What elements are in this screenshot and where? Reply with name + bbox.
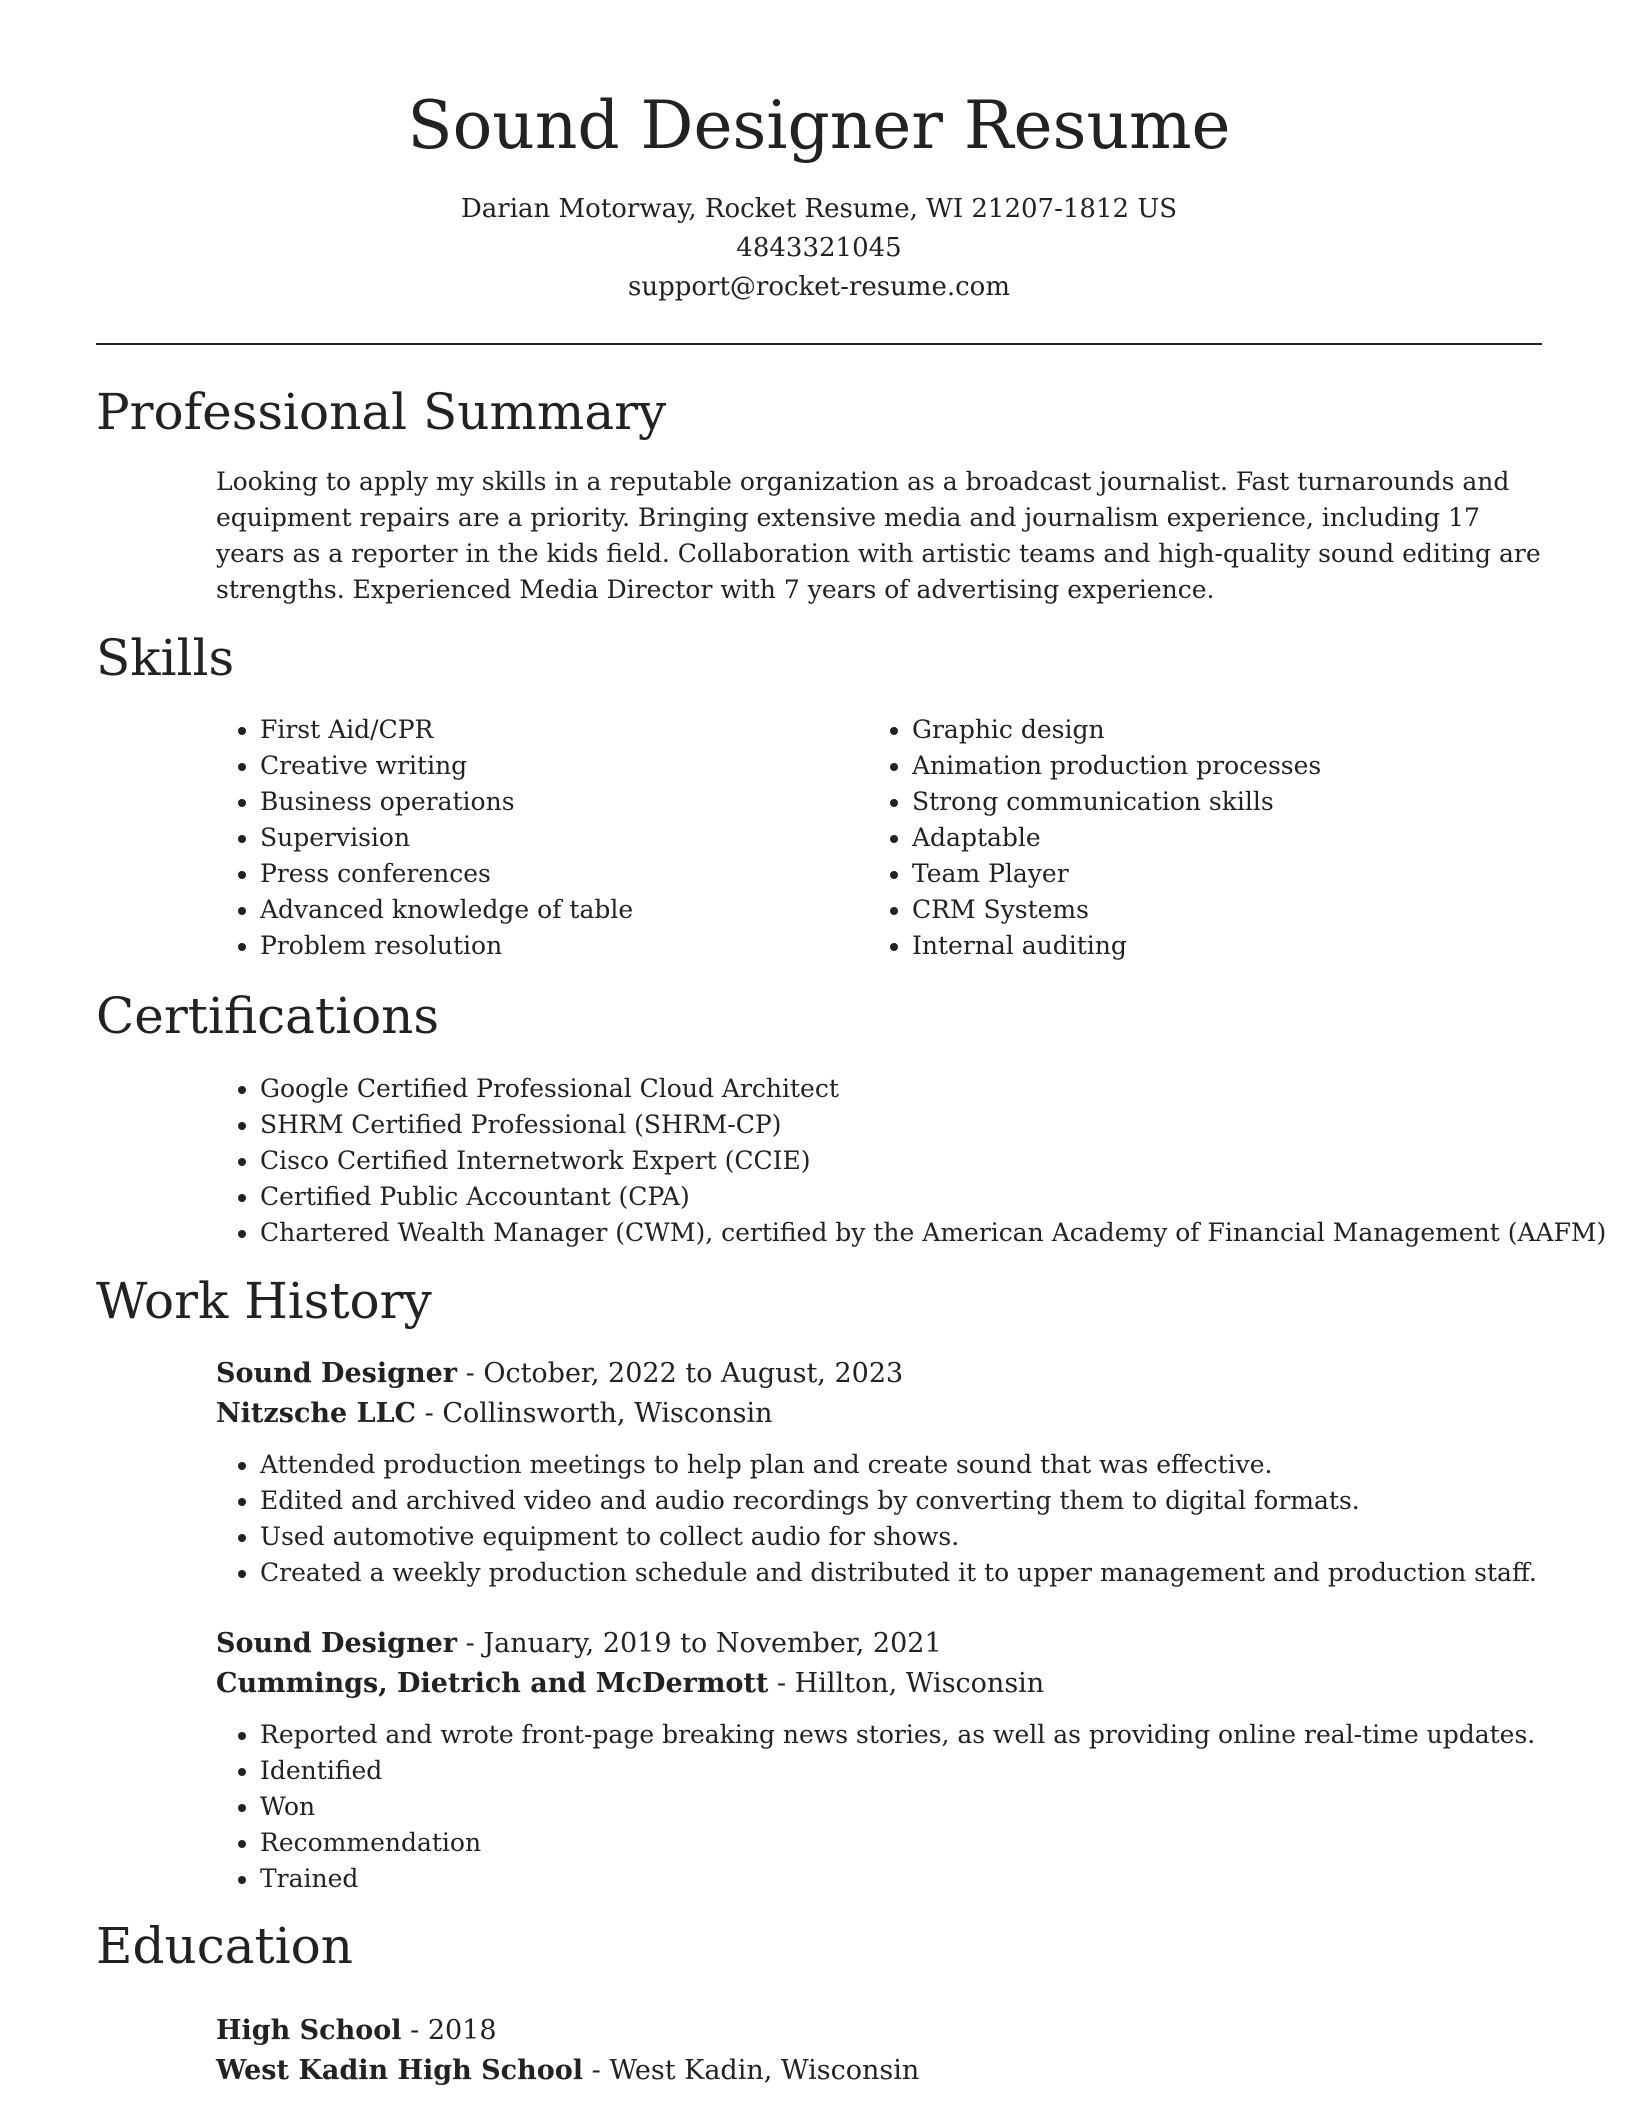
job-dates: January, 2019 to November, 2021 (483, 1628, 942, 1659)
certifications-heading: Certifications (96, 987, 440, 1045)
skill-item: • First Aid/CPR (260, 712, 836, 748)
separator: - (583, 2055, 610, 2086)
skill-item: • Animation production processes (912, 748, 1488, 784)
job-duty: • Identified (260, 1753, 1542, 1789)
job-title: Sound Designer (216, 1358, 458, 1389)
job-title-line (216, 1354, 1542, 1394)
job-duty: • Used automotive equipment to collect audio for shows. (260, 1519, 1542, 1555)
job-duties-list (216, 1447, 1542, 1591)
skills-column-1 (216, 712, 836, 964)
separator: - (401, 2015, 428, 2046)
skills-heading: Skills (96, 629, 235, 687)
job-duty: • Trained (260, 1861, 1542, 1897)
job-entry (216, 1354, 1542, 1591)
job-location: Collinsworth, Wisconsin (442, 1398, 773, 1429)
skill-item: • Adaptable (912, 820, 1488, 856)
job-duty: • Recommendation (260, 1825, 1542, 1861)
skill-item: • Strong communication skills (912, 784, 1488, 820)
skills-column-2 (868, 712, 1488, 964)
job-duty: • Won (260, 1789, 1542, 1825)
certification-item: • Google Certified Professional Cloud Architect (260, 1071, 1542, 1107)
skill-item: • Creative writing (260, 748, 836, 784)
skills-list-1 (216, 712, 836, 964)
job-company-line (216, 1394, 1542, 1434)
job-company-line (216, 1664, 1542, 1704)
separator: - (768, 1668, 795, 1699)
job-duty: • Edited and archived video and audio recordings by converting them to digital formats. (260, 1483, 1542, 1519)
job-duty: • Reported and wrote front-page breaking news stories, as well as providing online real-time updates. (260, 1717, 1542, 1753)
skills-list-2 (868, 712, 1488, 964)
certification-item: • Cisco Certified Internetwork Expert (CCIE) (260, 1143, 1542, 1179)
certification-item: • Chartered Wealth Manager (CWM), certified by the American Academy of Financial Management (AAFM) (260, 1215, 1542, 1251)
contact-phone: 4843321045 (736, 233, 902, 263)
certifications-block (216, 1071, 1607, 1251)
certification-item: • Certified Public Accountant (CPA) (260, 1179, 1542, 1215)
skill-item: • Business operations (260, 784, 836, 820)
job-entry (216, 1624, 1542, 1897)
skill-item: • Problem resolution (260, 928, 836, 964)
job-dates: October, 2022 to August, 2023 (483, 1358, 904, 1389)
skill-item: • Internal auditing (912, 928, 1488, 964)
summary-text: Looking to apply my skills in a reputable organization as a broadcast journalist. Fast turnarounds and equipment repairs are a priority. Bringing extensive media and journalism experience, including 17 years as a reporter in the kids field. Collaboration with artistic teams and high-quality sound editing are strengths. Experienced Media Director with 7 years of advertising experience. (216, 467, 1541, 604)
header-divider (96, 343, 1542, 345)
contact-info (96, 190, 1542, 307)
job-title-line (216, 1624, 1542, 1664)
education-degree-line (216, 2011, 1542, 2051)
job-title: Sound Designer (216, 1628, 458, 1659)
skill-item: • Advanced knowledge of table (260, 892, 836, 928)
skill-item: • Team Player (912, 856, 1488, 892)
education-location: West Kadin, Wisconsin (609, 2055, 920, 2086)
job-duties-list (216, 1717, 1542, 1897)
skill-item: • Graphic design (912, 712, 1488, 748)
certifications-list (216, 1071, 1607, 1251)
education-degree: High School (216, 2015, 402, 2046)
certification-item: • SHRM Certified Professional (SHRM-CP) (260, 1107, 1542, 1143)
separator: - (457, 1358, 484, 1389)
resume-title: Sound Designer Resume (407, 87, 1231, 164)
skill-item: • Press conferences (260, 856, 836, 892)
skill-item: • CRM Systems (912, 892, 1488, 928)
contact-email: support@rocket-resume.com (627, 272, 1010, 302)
separator: - (416, 1398, 443, 1429)
work-history-heading: Work History (96, 1272, 432, 1330)
education-entry (216, 2011, 1542, 2091)
job-company: Nitzsche LLC (216, 1398, 417, 1429)
skill-item: • Supervision (260, 820, 836, 856)
contact-address: Darian Motorway, Rocket Resume, WI 21207-1812 US (460, 194, 1178, 224)
education-heading: Education (96, 1917, 353, 1975)
education-school-line (216, 2051, 1542, 2091)
education-year: 2018 (427, 2015, 497, 2046)
job-duty: • Created a weekly production schedule and distributed it to upper management and production staff. (260, 1555, 1542, 1591)
job-company: Cummings, Dietrich and McDermott (216, 1668, 769, 1699)
separator: - (457, 1628, 484, 1659)
job-duty: • Attended production meetings to help plan and create sound that was effective. (260, 1447, 1542, 1483)
summary-heading: Professional Summary (96, 383, 667, 441)
job-location: Hillton, Wisconsin (794, 1668, 1045, 1699)
education-school: West Kadin High School (216, 2055, 584, 2086)
